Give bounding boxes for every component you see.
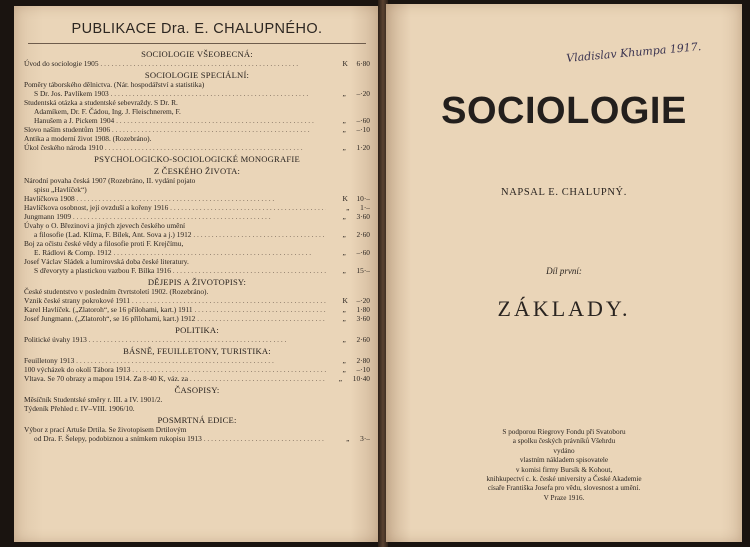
publication-entry: Výbor z prací Artuše Drtila. Se životopisem Drtilovým	[24, 425, 187, 434]
part-label: Díl první:	[546, 266, 582, 276]
imprint-line: vydáno	[553, 446, 575, 455]
publication-entry: Josef Jungmann. („Zlatoroh“, se 16 přílohami, kart.) 1912 . . . „ 3·60	[24, 314, 370, 323]
entry-price: „ 3·60	[342, 314, 370, 323]
publication-entry-continued: S Dr. Jos. Pavlíkem 1903 . . . „ –·20	[24, 89, 370, 98]
entry-price: „ –·10	[342, 365, 370, 374]
entry-price: „ 15·–	[342, 266, 370, 275]
publications-title: PUBLIKACE Dra. E. CHALUPNÉHO.	[71, 21, 323, 37]
section-heading: ČASOPISY:	[174, 385, 220, 395]
publication-entry: Úvod do sociologie 1905 . . . K 6·80	[24, 59, 370, 68]
imprint-line: císaře Františka Josefa pro vědu, slovesnost a umění.	[487, 484, 641, 493]
title-page	[386, 4, 742, 542]
entry-price: „ 2·60	[342, 335, 370, 344]
entry-price: „ –·60	[342, 116, 370, 125]
publication-entry-continued: spisu „Havlíček“)	[34, 185, 87, 194]
publication-entry: Týdeník Přehled r. IV–VIII. 1906/10.	[24, 404, 135, 413]
imprint-line: vlastním nákladem spisovatele	[519, 456, 609, 465]
title-rule	[28, 43, 366, 44]
book-title: SOCIOLOGIE	[441, 90, 687, 132]
entry-price: „ 3·–	[346, 434, 370, 443]
entry-price: „ –·60	[342, 248, 370, 257]
publication-entry: Poměry táborského dělnictva. (Nár. hospodářství a statistika)	[24, 80, 205, 89]
imprint-line: knihkupectví c. k. české university a České Akademie	[486, 475, 642, 484]
publication-entry-continued: Hanušem a J. Pickem 1904 . . . „ –·60	[24, 116, 370, 125]
entry-price: „ 2·60	[342, 230, 370, 239]
sections-container	[24, 49, 370, 443]
section-heading: POLITIKA:	[175, 325, 219, 335]
publication-entry-continued: S dřevoryty a plastickou vazbou F. Bílka 1916 . . . „ 15·–	[24, 266, 370, 275]
publication-entry: Josef Václav Sládek a lumírovská doba české literatury.	[24, 257, 189, 266]
entry-price: „ 10·40	[338, 374, 370, 383]
publication-entry: Studentská otázka a studentské sebevraždy. S Dr. R.	[24, 98, 178, 107]
publication-entry: Úkol českého národa 1910 . . . „ 1·20	[24, 143, 370, 152]
publication-entry-continued: Adamíkem, Dr. F. Čádou, Ing. J. Fleischnerem, F.	[34, 107, 181, 116]
entry-price: „ 2·80	[342, 356, 370, 365]
imprint-line: a spolku českých právníků Všehrdu	[512, 437, 616, 446]
entry-price: „ 1·20	[342, 143, 370, 152]
right-page	[386, 4, 742, 542]
imprint-line: S podporou Riegrovy Fondu při Svatoboru	[502, 428, 626, 436]
publication-entry: Havlíčkova osobnost, její ovzduší a kořeny 1916 . . . „ 1·–	[24, 203, 370, 212]
author-line: NAPSAL E. CHALUPNÝ.	[501, 187, 627, 198]
section-heading: SOCIOLOGIE SPECIÁLNÍ:	[144, 70, 250, 80]
publications-list	[24, 16, 370, 534]
section-heading: DĚJEPIS A ŽIVOTOPISY:	[147, 277, 247, 287]
entry-price: K 10·–	[342, 194, 370, 203]
entry-price: „ 3·60	[342, 212, 370, 221]
owner-signature: Vladislav Khumpa 1917.	[565, 40, 702, 65]
publication-entry: Slovo našim studentům 1906 . . . „ –·10	[24, 125, 370, 134]
publication-entry-continued: od Dra. F. Šelepy, podobiznou a snímkem rukopisu 1913 . . . „ 3·–	[24, 434, 370, 443]
entry-price: „ –·20	[342, 89, 370, 98]
publication-entry: Úvahy o O. Březinovi a jiných zjevech českého umění	[24, 221, 186, 230]
publication-entry: Antika a moderní život 1908. (Rozebráno).	[24, 134, 152, 143]
imprint-line: v komisi firmy Bursík & Kohout,	[515, 465, 613, 474]
section-heading: BÁSNĚ, FEUILLETONY, TURISTIKA:	[123, 346, 271, 356]
publication-entry: České studentstvo v posledním čtvrtstoletí 1902. (Rozebráno).	[24, 287, 209, 296]
entry-price: K 6·80	[342, 59, 370, 68]
imprint-line: V Praze 1916.	[543, 493, 585, 502]
publication-entry: Karel Havlíček. („Zlatoroh“, se 16 přílohami, kart.) 1911 . . . „ 1·80	[24, 305, 370, 314]
entry-price: „ 1·–	[346, 203, 370, 212]
entry-price: „ 1·80	[342, 305, 370, 314]
book-subtitle: ZÁKLADY.	[497, 296, 631, 321]
publication-entry: Vltava. Se 70 obrazy a mapou 1914. Za 8·40 K, váz. za . . . „ 10·40	[24, 374, 370, 383]
publication-entry: Feuilletony 1913 . . . „ 2·80	[24, 356, 370, 365]
publication-entry: 100 výcházek do okolí Tábora 1913 . . . „ –·10	[24, 365, 370, 374]
section-heading: Z ČESKÉHO ŽIVOTA:	[153, 166, 241, 176]
publication-entry: Vznik české strany pokrokové 1911 . . . K –·20	[24, 296, 370, 305]
left-page	[14, 6, 380, 542]
publication-entry: Měsíčník Studentské směry r. III. a IV. 1901/2.	[24, 395, 163, 404]
section-heading: POSMRTNÁ EDICE:	[157, 415, 237, 425]
publication-entry-continued: a filosofie (Lad. Klíma, F. Bílek, Ant. Sova a j.) 1912 . . . „ 2·60	[24, 230, 370, 239]
publication-entry-continued: E. Rádlovi & Comp. 1912 . . . „ –·60	[24, 248, 370, 257]
publication-entry: Politické úvahy 1913 . . . „ 2·60	[24, 335, 370, 344]
entry-price: „ –·10	[342, 125, 370, 134]
imprint	[386, 428, 742, 503]
entry-price: K –·20	[342, 296, 370, 305]
publication-entry: Národní povaha česká 1907 (Rozebráno, II. vydání pojato	[24, 176, 196, 185]
publication-entry: Boj za očistu české vědy a filosofie proti F. Krejčímu,	[24, 239, 184, 248]
publication-entry: Jungmann 1909 . . . „ 3·60	[24, 212, 370, 221]
publication-entry: Havlíčkova 1908 . . . K 10·–	[24, 194, 370, 203]
section-heading: SOCIOLOGIE VŠEOBECNÁ:	[141, 49, 253, 59]
section-heading: PSYCHOLOGICKO-SOCIOLOGICKÉ MONOGRAFIE	[94, 154, 300, 164]
